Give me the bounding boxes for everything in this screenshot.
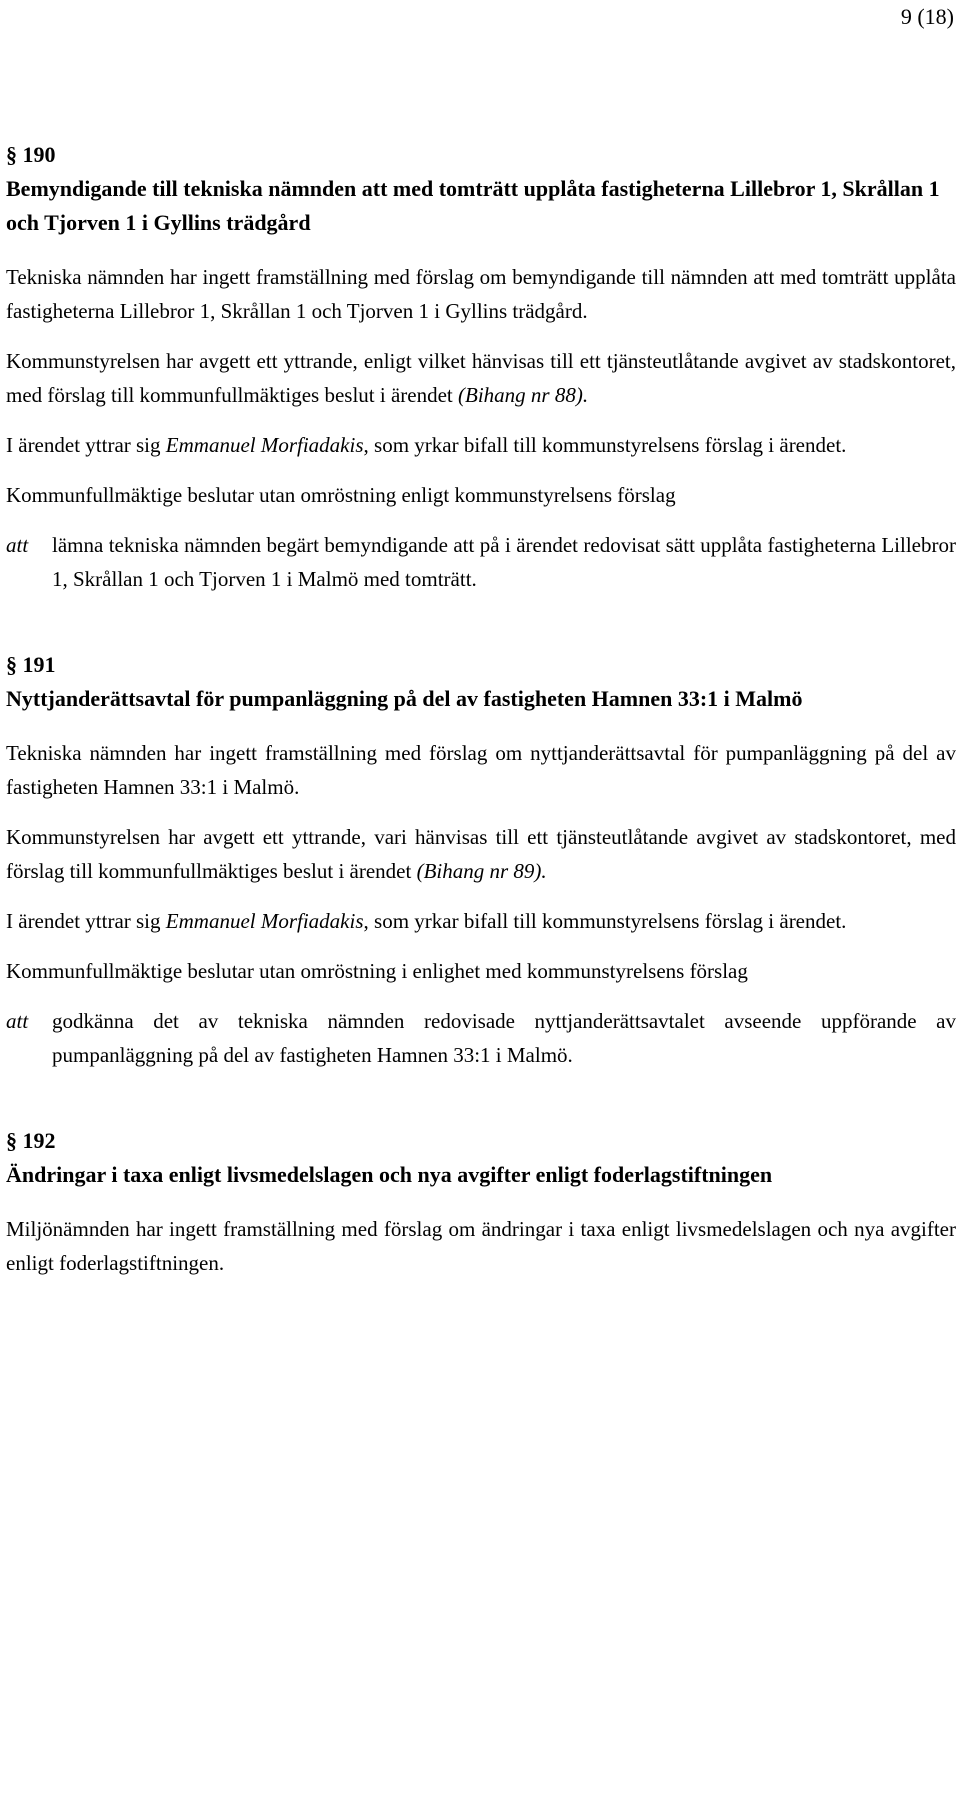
section-number: § 192 <box>6 1128 56 1153</box>
paragraph-text: I ärendet yttrar sig <box>6 909 166 933</box>
decision <box>6 528 956 596</box>
section-title: Ändringar i taxa enligt livsmedelslagen och nya avgifter enligt foderlagstiftningen <box>6 1162 773 1187</box>
section-title: Nyttjanderättsavtal för pumpanläggning på del av fastigheten Hamnen 33:1 i Malmö <box>6 686 803 711</box>
paragraph <box>6 820 956 888</box>
page-number: 9 (18) <box>900 4 954 29</box>
section-number: § 191 <box>6 652 56 677</box>
paragraph <box>6 428 956 462</box>
paragraph-text: , som yrkar bifall till kommunstyrelsens förslag i ärendet. <box>363 909 847 933</box>
paragraph: Tekniska nämnden har ingett framställning med förslag om nyttjanderättsavtal för pumpanläggning på del av fastigheten Hamnen 33:1 i Malmö. <box>6 741 956 799</box>
decision-att: att <box>6 533 29 557</box>
appendix-reference: (Bihang nr 88). <box>458 383 589 407</box>
decision-text: lämna tekniska nämnden begärt bemyndigande att på i ärendet redovisat sätt upplåta fastigheterna Lillebror 1, Skrållan 1 och Tjorven 1 i Malmö med tomträtt. <box>52 533 956 591</box>
paragraph <box>6 904 956 938</box>
paragraph <box>6 344 956 412</box>
paragraph: Kommunfullmäktige beslutar utan omröstning i enlighet med kommunstyrelsens förslag <box>6 959 748 983</box>
paragraph-text: , som yrkar bifall till kommunstyrelsens förslag i ärendet. <box>363 433 847 457</box>
paragraph-text: I ärendet yttrar sig <box>6 433 166 457</box>
appendix-reference: (Bihang nr 89). <box>416 859 547 883</box>
paragraph-text: Kommunstyrelsen har avgett ett yttrande, vari hänvisas till ett tjänsteutlåtande avgivet av stadskontoret, med förslag till kommunfullmäktiges beslut i ärendet <box>6 825 956 883</box>
section-191 <box>6 648 956 1072</box>
section-192 <box>6 1124 956 1280</box>
paragraph: Kommunfullmäktige beslutar utan omröstning enligt kommunstyrelsens förslag <box>6 483 676 507</box>
paragraph: Miljönämnden har ingett framställning med förslag om ändringar i taxa enligt livsmedelslagen och nya avgifter enligt foderlagstiftningen. <box>6 1217 956 1275</box>
section-190 <box>6 138 956 596</box>
paragraph-text: Kommunstyrelsen har avgett ett yttrande, enligt vilket hänvisas till ett tjänsteutlåtande avgivet av stadskontoret, med förslag till kommunfullmäktiges beslut i ärendet <box>6 349 956 407</box>
section-number: § 190 <box>6 142 56 167</box>
decision <box>6 1004 956 1072</box>
paragraph: Tekniska nämnden har ingett framställning med förslag om bemyndigande till nämnden att med tomträtt upplåta fastigheterna Lillebror 1, Skrållan 1 och Tjorven 1 i Gyllins trädgård. <box>6 265 956 323</box>
section-title: Bemyndigande till tekniska nämnden att med tomträtt upplåta fastigheterna Lillebror 1, Skrållan 1 och Tjorven 1 i Gyllins trädgård <box>6 176 940 235</box>
document-body <box>6 138 956 1280</box>
decision-text: godkänna det av tekniska nämnden redovisade nyttjanderättsavtalet avseende uppförande av pumpanläggning på del av fastigheten Hamnen 33:1 i Malmö. <box>52 1009 956 1067</box>
speaker-name: Emmanuel Morfiadakis <box>165 909 364 933</box>
speaker-name: Emmanuel Morfiadakis <box>165 433 364 457</box>
decision-att: att <box>6 1009 29 1033</box>
